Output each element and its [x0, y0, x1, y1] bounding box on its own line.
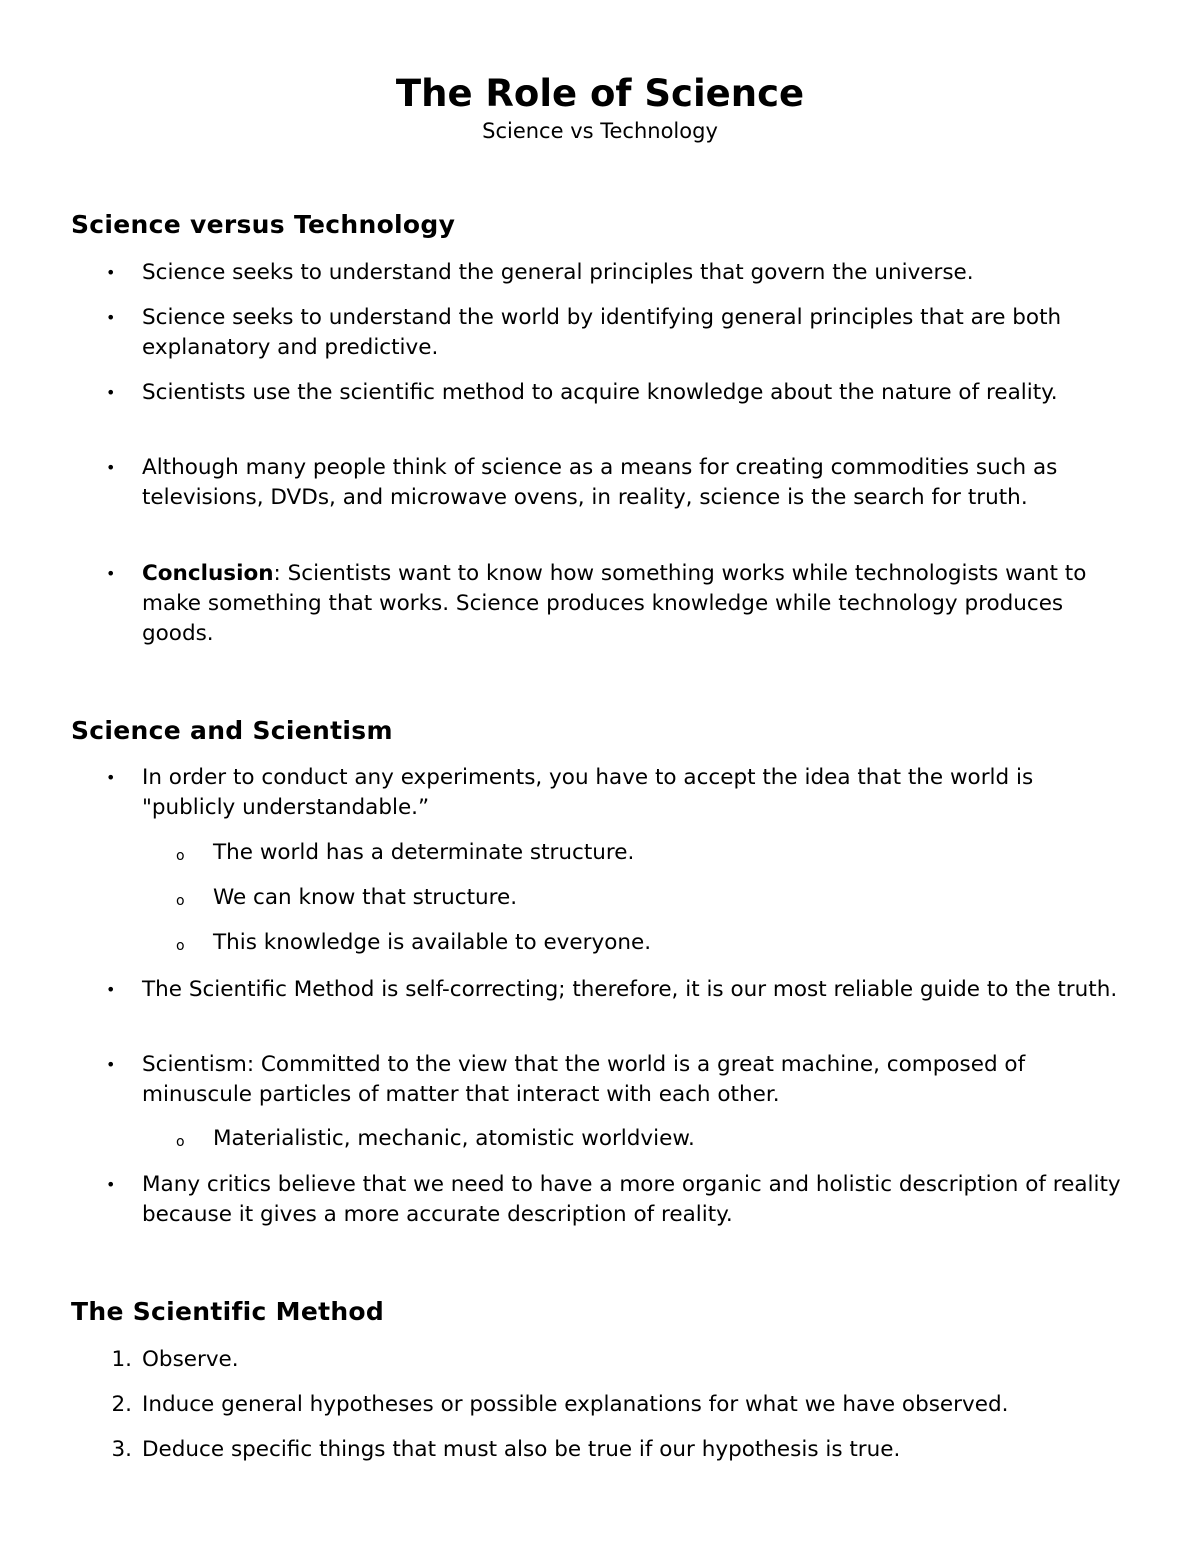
- sub-list-item: [176, 1124, 1133, 1154]
- list-item: [106, 1170, 1132, 1230]
- numbered-list-item: [111, 1390, 1132, 1420]
- bullet-icon: •: [106, 980, 116, 999]
- list-item-text: Scientists use the scientific method to acquire knowledge about the nature of reality.: [142, 380, 1058, 405]
- sub-list-item-text: Materialistic, mechanic, atomistic worldview.: [213, 1126, 695, 1151]
- bullet-icon: •: [106, 383, 116, 402]
- sub-bullet-icon: o: [176, 1134, 185, 1150]
- sub-list-item: [176, 883, 1133, 913]
- list-item: [106, 453, 1132, 513]
- list-item-text: Induce general hypotheses or possible explanations for what we have observed.: [142, 1392, 1009, 1417]
- list-item: [106, 378, 1132, 408]
- list-item-text: Many critics believe that we need to have a more organic and holistic description of reality because it gives a more accurate description of reality.: [142, 1172, 1121, 1227]
- sub-list-item: [176, 838, 1133, 868]
- section-heading-science-versus-technology: Science versus Technology: [71, 210, 456, 239]
- list-number: 3.: [111, 1437, 132, 1462]
- bullet-icon: •: [106, 1055, 116, 1074]
- list-item-text: Observe.: [142, 1347, 239, 1372]
- bullet-icon: •: [106, 458, 116, 477]
- bullet-icon: •: [106, 768, 116, 787]
- list-number: 2.: [111, 1392, 132, 1417]
- document-subtitle: Science vs Technology: [482, 119, 718, 143]
- list-item: [106, 1050, 1132, 1110]
- sub-bullet-icon: o: [176, 893, 185, 909]
- list-item: [106, 975, 1132, 1005]
- bullet-icon: •: [106, 1175, 116, 1194]
- bullet-icon: •: [106, 308, 116, 327]
- list-item-text: : Scientists want to know how something works while technologists want to make something that works. Science produces knowledge while technology produces goods.: [142, 561, 1087, 646]
- bullet-icon: •: [106, 263, 116, 282]
- list-item: [106, 303, 1132, 363]
- sub-list-item: [176, 928, 1133, 958]
- list-number: 1.: [111, 1347, 132, 1372]
- sub-list-item-text: This knowledge is available to everyone.: [213, 930, 652, 955]
- list-item-text: Although many people think of science as a means for creating commodities such as televisions, DVDs, and microwave ovens, in reality, science is the search for truth.: [142, 455, 1058, 510]
- section-heading-science-and-scientism: Science and Scientism: [71, 716, 393, 745]
- sub-list-item-text: The world has a determinate structure.: [213, 840, 635, 865]
- numbered-list-item: [111, 1345, 1132, 1375]
- sub-list-item-text: We can know that structure.: [213, 885, 518, 910]
- list-item-text: Science seeks to understand the general principles that govern the universe.: [142, 260, 974, 285]
- list-item-conclusion: [106, 559, 1132, 649]
- list-item-text: Scientism: Committed to the view that the world is a great machine, composed of minuscule particles of matter that interact with each other.: [142, 1052, 1026, 1107]
- list-item-text: Science seeks to understand the world by identifying general principles that are both explanatory and predictive.: [142, 305, 1062, 360]
- list-item-text: Deduce specific things that must also be true if our hypothesis is true.: [142, 1437, 901, 1462]
- list-item: [106, 258, 1132, 288]
- list-item: [106, 763, 1132, 823]
- sub-bullet-icon: o: [176, 938, 185, 954]
- numbered-list-item: [111, 1435, 1132, 1465]
- conclusion-label: Conclusion: [142, 561, 274, 586]
- list-item-text: The Scientific Method is self-correcting; therefore, it is our most reliable guide to the truth.: [142, 977, 1118, 1002]
- sub-bullet-icon: o: [176, 848, 185, 864]
- list-item-text: In order to conduct any experiments, you have to accept the idea that the world is "publicly understandable.”: [142, 765, 1034, 820]
- section-heading-the-scientific-method: The Scientific Method: [71, 1297, 385, 1326]
- document-title: The Role of Science: [395, 72, 805, 115]
- bullet-icon: •: [106, 564, 116, 583]
